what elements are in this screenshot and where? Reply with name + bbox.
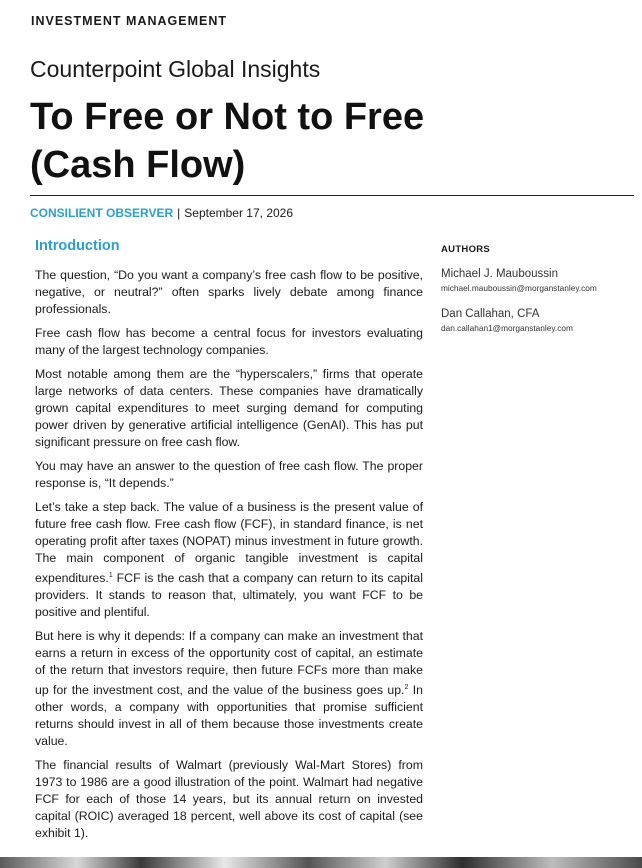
- paragraph: Most notable among them are the “hyperscalers,” firms that operate large networks of data centers. These companies have dramatically grown capital expenditures to meet surging demand for computing power driven by generative artificial intelligence (GenAI). This has put significant pressure on free cash flow.: [35, 367, 423, 449]
- title-line-1: To Free or Not to Free: [30, 96, 425, 138]
- authors-heading: AUTHORS: [441, 244, 491, 255]
- paragraph: The financial results of Walmart (previously Wal-Mart Stores) from 1973 to 1986 are a good illustration of the point. Walmart had negative FCF for each of those 14 years, but its annual return on invested capital (ROIC) averaged 18 percent, well above its cost of capital (see exhibit 1).: [35, 758, 423, 841]
- author-name: Michael J. Mauboussin: [441, 268, 558, 280]
- paragraph-text: In other words, a company with opportunities that promise sufficient returns should invest in all of them because those investments create value.: [35, 683, 423, 749]
- title-divider: [30, 195, 634, 196]
- author-name: Dan Callahan, CFA: [441, 308, 540, 320]
- paragraph-text: FCF is the cash that a company can return to its capital providers. It stands to reason that, ultimately, you want FCF to be positive and plentiful.: [35, 571, 423, 620]
- byline: [30, 206, 293, 220]
- department-label: INVESTMENT MANAGEMENT: [31, 14, 227, 28]
- section-heading: Introduction: [35, 238, 120, 254]
- paragraph: You may have an answer to the question of free cash flow. The proper response is, “It depends.”: [35, 459, 423, 490]
- author-entry: [441, 307, 636, 334]
- byline-tag: CONSILIENT OBSERVER: [30, 206, 174, 220]
- byline-separator: |: [177, 206, 181, 220]
- footer-image-band: [0, 857, 642, 868]
- paragraph: [35, 628, 423, 750]
- footnote-ref-1[interactable]: 1: [108, 572, 113, 579]
- main-text: [35, 238, 423, 849]
- paragraph-text: Let’s take a step back. The value of a business is the present value of future free cash flow. Free cash flow (FCF), in standard finance, is net operating profit after taxes (NOPAT) minus investment in future growth. The main component of organic tangible investment is capital expenditures.: [35, 500, 423, 586]
- paragraph: The question, “Do you want a company’s free cash flow to be positive, negative, or neutral?” often sparks lively debate among finance professionals.: [35, 268, 423, 316]
- paragraph-text: But here is why it depends: If a company can make an investment that earns a return in excess of the opportunity cost of capital, an estimate of the return that investors require, then future FCFs more than make up for the investment cost, and the value of the business goes up.: [35, 629, 423, 698]
- author-email[interactable]: michael.mauboussin@morganstanley.com: [441, 283, 597, 293]
- paragraph: [35, 499, 423, 621]
- series-name: Counterpoint Global Insights: [30, 56, 321, 82]
- title-line-2: (Cash Flow): [30, 144, 246, 186]
- author-email[interactable]: dan.callahan1@morganstanley.com: [441, 323, 573, 333]
- publish-date: September 17, 2026: [184, 206, 294, 220]
- author-entry: [441, 267, 636, 294]
- page-title: [30, 93, 590, 189]
- paragraph: Free cash flow has become a central focus for investors evaluating many of the largest technology companies.: [35, 326, 423, 357]
- footnote-ref-2[interactable]: 2: [404, 684, 409, 692]
- authors-panel: [441, 244, 636, 347]
